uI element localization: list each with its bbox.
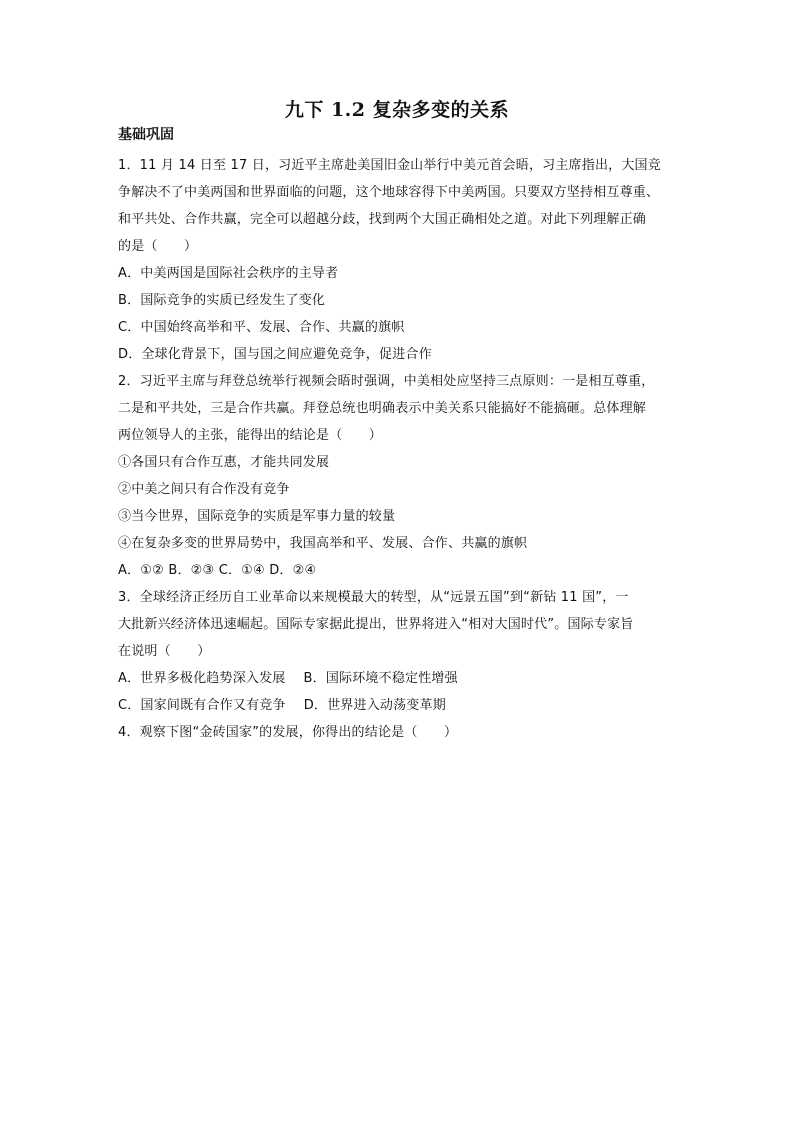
question-1-stem-line-3: 和平共处、合作共赢，完全可以超越分歧，找到两个大国正确相处之道。对此下列理解正确 <box>118 212 647 227</box>
question-1-stem-line-2: 争解决不了中美两国和世界面临的问题，这个地球容得下中美两国。只要双方坚持相互尊重、 <box>118 185 660 200</box>
question-1-option-a: A．中美两国是国际社会秩序的主导者 <box>118 266 339 281</box>
question-2-stem-line-3: 两位领导人的主张，能得出的结论是（ ） <box>118 428 383 443</box>
question-2-options: A．①② B．②③ C．①④ D．②④ <box>118 563 317 578</box>
question-2-stem-line-1: 2．习近平主席与拜登总统举行视频会晤时强调，中美相处应坚持三点原则：一是相互尊重， <box>118 374 655 389</box>
question-4-stem-line-1: 4．观察下图“金砖国家”的发展，你得出的结论是（ ） <box>118 725 458 740</box>
question-3-option-d: D．世界进入动荡变革期 <box>303 698 446 713</box>
question-3-stem-line-1: 3．全球经济正经历自工业革命以来规模最大的转型，从“远景五国”到“新钻 11 国”，一 <box>118 590 629 605</box>
question-2-statement-2: ②中美之间只有合作没有竞争 <box>118 482 290 497</box>
question-1-option-d: D．全球化背景下，国与国之间应避免竞争，促进合作 <box>118 347 432 362</box>
section-heading: 基础巩固 <box>118 127 174 143</box>
question-list <box>118 152 680 746</box>
question-1-stem-line-4: 的是（ ） <box>118 239 198 254</box>
question-3 <box>118 584 680 719</box>
question-2 <box>118 368 680 584</box>
question-2-statement-1: ①各国只有合作互惠，才能共同发展 <box>118 455 330 470</box>
question-3-option-c: C．国家间既有合作又有竞争 <box>118 698 286 713</box>
question-1-stem-line-1: 1．11 月 14 日至 17 日，习近平主席赴美国旧金山举行中美元首会晤，习主席指出，大国竞 <box>118 158 661 173</box>
page-title: 九下 1.2 复杂多变的关系 <box>284 99 510 121</box>
question-3-stem-line-2: 大批新兴经济体迅速崛起。国际专家据此提出，世界将进入“相对大国时代”。国际专家旨 <box>118 617 634 632</box>
question-1 <box>118 152 680 368</box>
question-3-option-b: B．国际环境不稳定性增强 <box>303 671 458 686</box>
question-1-option-c: C．中国始终高举和平、发展、合作、共赢的旗帜 <box>118 320 405 335</box>
question-2-statement-4: ④在复杂多变的世界局势中，我国高举和平、发展、合作、共赢的旗帜 <box>118 536 528 551</box>
question-4 <box>118 719 680 746</box>
question-3-stem-line-3: 在说明（ ） <box>118 644 211 659</box>
question-1-option-b: B．国际竞争的实质已经发生了变化 <box>118 293 326 308</box>
question-2-stem-line-2: 二是和平共处，三是合作共赢。拜登总统也明确表示中美关系只能搞好不能搞砸。总体理解 <box>118 401 647 416</box>
question-3-options-row-1 <box>118 665 680 692</box>
question-3-option-a: A．世界多极化趋势深入发展 <box>118 671 286 686</box>
question-2-statement-3: ③当今世界，国际竞争的实质是军事力量的较量 <box>118 509 396 524</box>
question-3-options-row-2 <box>118 692 680 719</box>
